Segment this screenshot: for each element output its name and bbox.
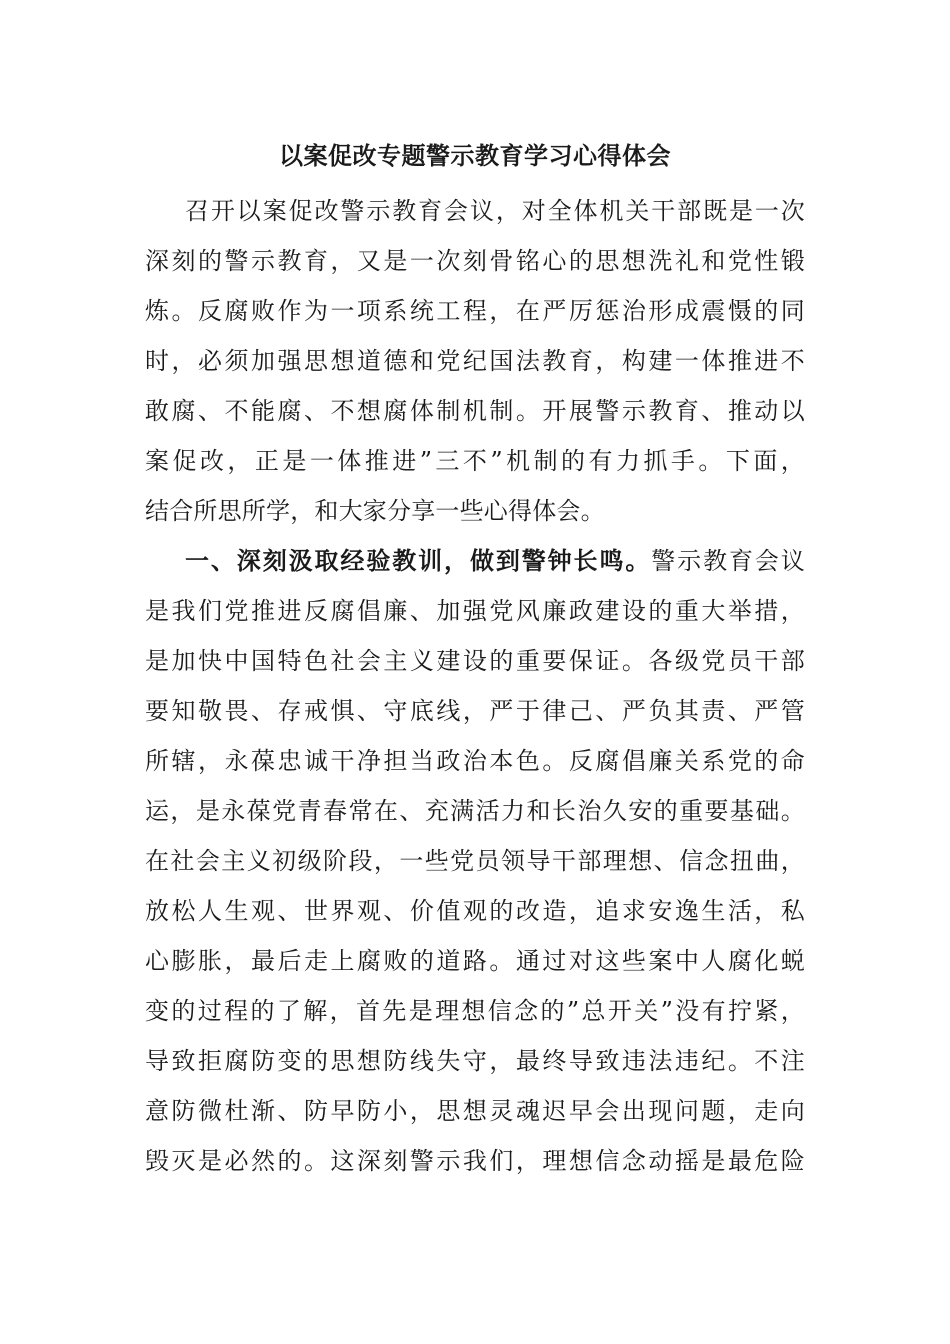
text-line: 案促改，正是一体推进”三不”机制的有力抓手。下面，: [145, 447, 805, 475]
text-line: 意防微杜渐、防早防小，思想灵魂迟早会出现问题，走向: [145, 1097, 805, 1125]
document-title: 以案促改专题警示教育学习心得体会: [279, 141, 671, 170]
text-line: 时，必须加强思想道德和党纪国法教育，构建一体推进不: [145, 347, 805, 375]
text-line: 所辖，永葆忠诚干净担当政治本色。反腐倡廉关系党的命: [145, 747, 805, 775]
text-line: 导致拒腐防变的思想防线失守，最终导致违法违纪。不注: [145, 1047, 805, 1075]
text-line: 深刻的警示教育，又是一次刻骨铭心的思想洗礼和党性锻: [145, 247, 805, 275]
text-line: 是我们党推进反腐倡廉、加强党风廉政建设的重大举措，: [145, 597, 805, 625]
text-line: 是加快中国特色社会主义建设的重要保证。各级党员干部: [145, 647, 805, 675]
text-line: 召开以案促改警示教育会议，对全体机关干部既是一次: [185, 197, 805, 225]
section-heading: 一、深刻汲取经验教训，做到警钟长鸣。: [185, 546, 652, 575]
text-line: 放松人生观、世界观、价值观的改造，追求安逸生活，私: [145, 897, 805, 925]
text-line: 炼。反腐败作为一项系统工程，在严厉惩治形成震慑的同: [145, 297, 805, 325]
text-line: 运，是永葆党青春常在、充满活力和长治久安的重要基础。: [145, 797, 805, 825]
text-line: 变的过程的了解，首先是理想信念的”总开关”没有拧紧，: [145, 997, 805, 1025]
section-first-line-rest: 警示教育会议: [651, 547, 805, 575]
section-first-line: [145, 536, 805, 586]
paragraph-section-one: [145, 536, 805, 1186]
text-line: 要知敬畏、存戒惧、守底线，严于律己、严负其责、严管: [145, 697, 805, 725]
text-line: 在社会主义初级阶段，一些党员领导干部理想、信念扭曲，: [145, 847, 805, 875]
text-line: 毁灭是必然的。这深刻警示我们，理想信念动摇是最危险: [145, 1147, 805, 1175]
text-line: 敢腐、不能腐、不想腐体制机制。开展警示教育、推动以: [145, 397, 805, 425]
text-line: 心膨胀，最后走上腐败的道路。通过对这些案中人腐化蜕: [145, 947, 805, 975]
text-line: 结合所思所学，和大家分享一些心得体会。: [145, 497, 605, 525]
paragraph-intro: [145, 186, 805, 536]
